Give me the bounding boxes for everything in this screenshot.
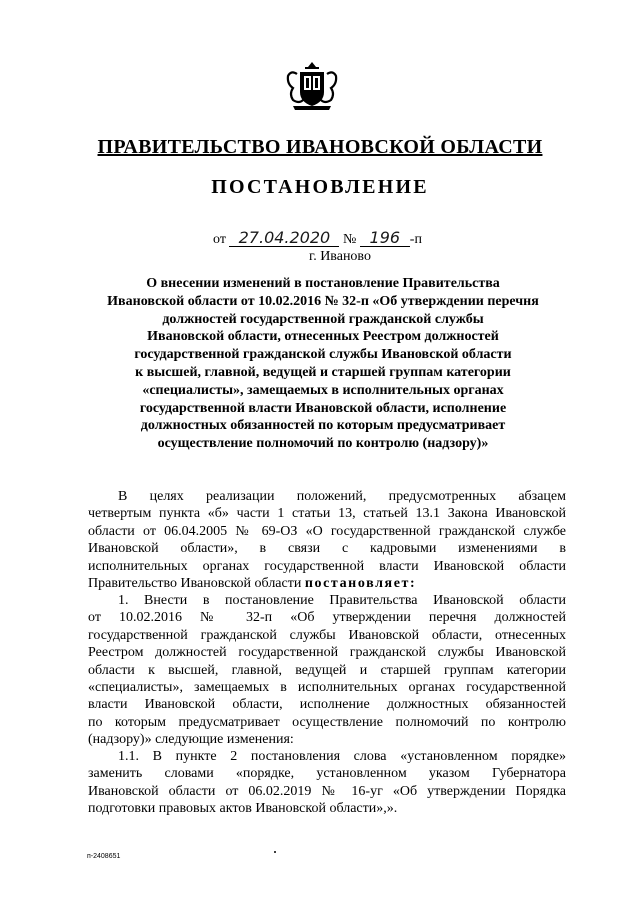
body-line: области от 06.04.2005 № 69-ОЗ «О государственной гражданской службе bbox=[88, 523, 566, 539]
scan-dot bbox=[274, 851, 276, 853]
item-1-paragraph bbox=[88, 592, 566, 749]
body-line: В целях реализации положений, предусмотренных абзацем bbox=[118, 489, 566, 504]
body-line: четвертым пункта «б» части 1 статьи 13, статьей 13.1 Закона Ивановской bbox=[88, 506, 566, 522]
body-line: 1.1. В пункте 2 постановления слова «установленном порядке» bbox=[118, 749, 566, 764]
body-line bbox=[88, 575, 566, 592]
body-line: власти Ивановской области, исполнение должностных обязанностей bbox=[88, 697, 566, 713]
body-line: (надзору)» следующие изменения: bbox=[88, 732, 294, 748]
subject-line: должностей государственной гражданской службы bbox=[162, 311, 484, 327]
item-1-1-paragraph bbox=[88, 748, 566, 818]
body-line: по которым предусматривает осуществление полномочий по контролю bbox=[88, 714, 566, 730]
body-line: исполнительных органах государственной власти Ивановской области bbox=[88, 558, 566, 574]
resolution-keyword: постановляет: bbox=[304, 575, 417, 591]
subject-line: Ивановской области от 10.02.2016 № 32-п «Об утверждении перечня bbox=[107, 293, 539, 309]
preamble-last-text: Правительство Ивановской области bbox=[88, 575, 305, 591]
body-line: заменить словами «порядке, установленном указом Губернатора bbox=[88, 766, 566, 782]
number-sign: № bbox=[342, 232, 357, 247]
body-line: Ивановской области от 06.02.2019 № 16-уг «Об утверждении Порядка bbox=[88, 783, 566, 799]
body-line: подготовки правовых актов Ивановской области»,». bbox=[88, 801, 398, 817]
body-line: Реестром должностей государственной гражданской службы Ивановской bbox=[88, 645, 566, 661]
subject-line: должностных обязанностей по которым предусматривает bbox=[140, 418, 506, 434]
coat-of-arms-emblem bbox=[285, 60, 339, 112]
body-line: Ивановской области», в связи с кадровыми изменениями в bbox=[88, 541, 566, 557]
document-type: ПОСТАНОВЛЕНИЕ bbox=[211, 176, 429, 198]
body-line: области к высшей, главной, ведущей и старшей группам категории bbox=[88, 662, 566, 678]
subject-line: государственной гражданской службы Ивановской области bbox=[134, 347, 512, 363]
subject-line: к высшей, главной, ведущей и старшей группам категории bbox=[135, 364, 511, 380]
subject-line: государственной власти Ивановской области, исполнение bbox=[139, 400, 507, 416]
date-number-line bbox=[213, 230, 422, 248]
subject-line: О внесении изменений в постановление Правительства bbox=[146, 276, 500, 291]
subject-line: осуществление полномочий по контролю (надзору)» bbox=[157, 436, 489, 452]
date-prefix: от bbox=[213, 232, 226, 247]
body-line: «специалисты», замещаемых в исполнительных органах государственной bbox=[88, 679, 566, 695]
subject-line: «специалисты», замещаемых в исполнительных органах bbox=[142, 382, 504, 398]
body-line: 1. Внести в постановление Правительства Ивановской области bbox=[118, 593, 566, 608]
body-line: государственной гражданской службы Ивановской области, отнесенных bbox=[88, 627, 566, 643]
number-suffix: -п bbox=[409, 232, 422, 247]
government-title: ПРАВИТЕЛЬСТВО ИВАНОВСКОЙ ОБЛАСТИ bbox=[97, 136, 543, 158]
document-subject bbox=[92, 275, 554, 453]
document-code: п-2408651 bbox=[87, 853, 121, 860]
number-value: 196 bbox=[360, 230, 410, 247]
preamble-paragraph bbox=[88, 488, 566, 592]
city: г. Иваново bbox=[309, 249, 371, 264]
body-line: от 10.02.2016 № 32-п «Об утверждении перечня должностей bbox=[88, 610, 566, 626]
subject-line: Ивановской области, отнесенных Реестром должностей bbox=[147, 329, 499, 345]
date-value: 27.04.2020 bbox=[229, 230, 339, 247]
